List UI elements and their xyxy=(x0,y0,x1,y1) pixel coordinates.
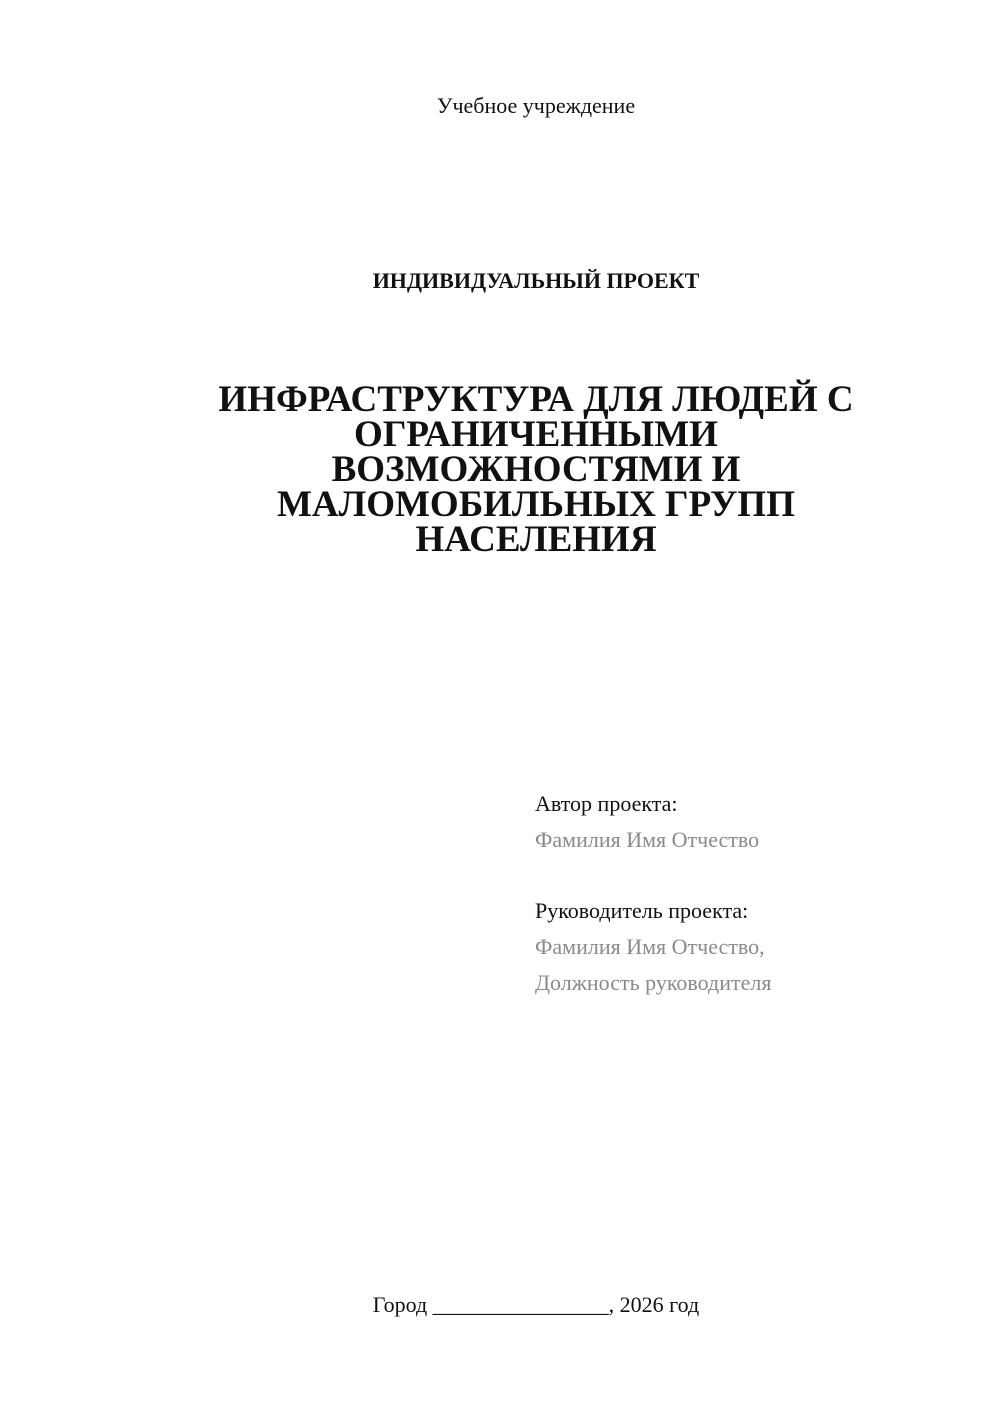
title-line: МАЛОМОБИЛЬНЫХ ГРУПП xyxy=(277,484,795,525)
title-line: ВОЗМОЖНОСТЯМИ И xyxy=(331,449,741,490)
title-line: ИНФРАСТРУКТУРА ДЛЯ ЛЮДЕЙ С xyxy=(218,379,854,420)
credits-spacer xyxy=(535,858,975,893)
title-line: ОГРАНИЧЕННЫМИ xyxy=(354,414,718,455)
supervisor-position: Должность руководителя xyxy=(535,970,772,995)
author-label: Автор проекта: xyxy=(535,791,678,816)
institution-name: Учебное учреждение xyxy=(436,93,636,118)
title-line: НАСЕЛЕНИЯ xyxy=(415,519,657,560)
supervisor-name: Фамилия Имя Отчество, xyxy=(535,934,765,959)
project-type-heading: ИНДИВИДУАЛЬНЫЙ ПРОЕКТ xyxy=(372,268,700,293)
author-name: Фамилия Имя Отчество xyxy=(535,827,760,852)
project-title xyxy=(200,379,872,560)
supervisor-label: Руководитель проекта: xyxy=(535,898,749,923)
city-year-footer: Город ________________, 2026 год xyxy=(372,1292,700,1317)
credits-block xyxy=(535,786,975,1001)
